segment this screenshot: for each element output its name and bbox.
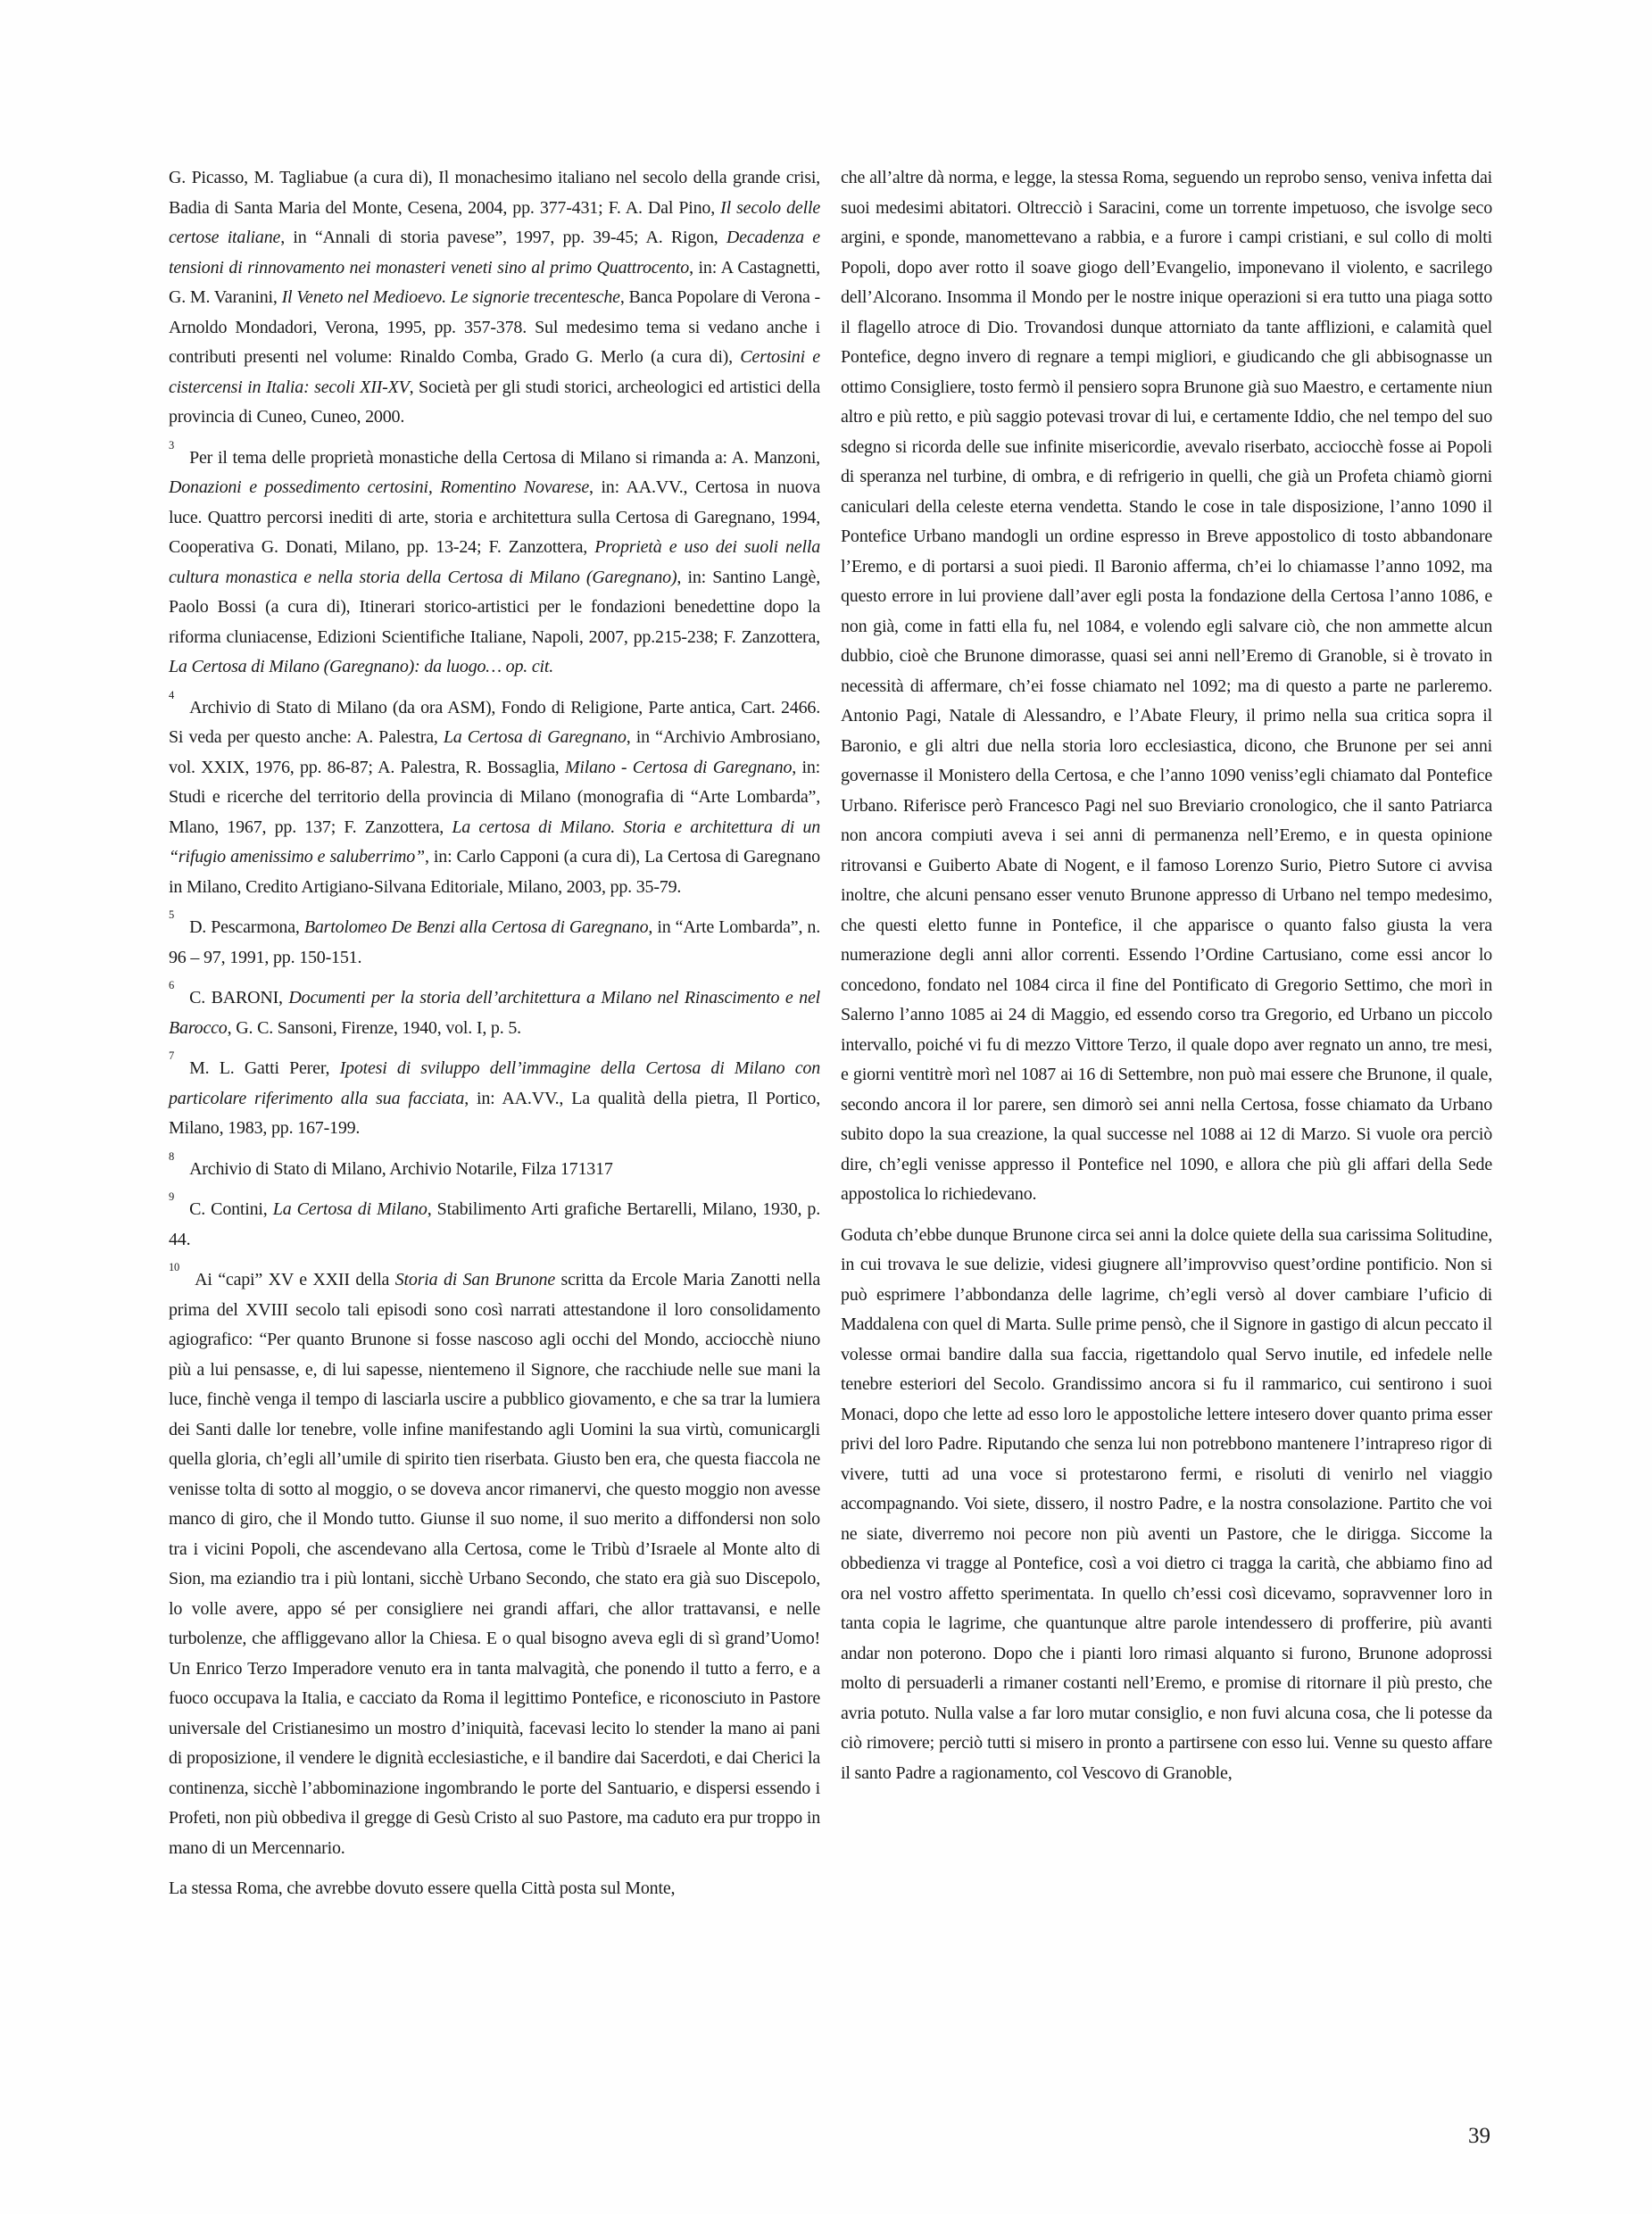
text-run: Archivio di Stato di Milano (da ora ASM), Fondo di Religione, Parte antica, Cart. 2466. Si veda per questo anche: A. Palestra, xyxy=(169,697,820,747)
italic-citation: Storia di San Brunone xyxy=(394,1270,556,1289)
italic-citation: Il secolo delle certose italiane xyxy=(169,197,820,247)
footnote-number: 7 xyxy=(169,1049,175,1063)
page-number: 39 xyxy=(1468,2124,1490,2148)
footnote-5 xyxy=(169,908,820,973)
text-run: , in: Santino Langè, Paolo Bossi (a cura di), Itinerari storico-artistici per le fondazioni benedettine dopo la riforma cluniacense, Edizioni Scientifiche Italiane, Napoli, 2007, pp.215-238; F. Zanzottera, xyxy=(169,567,820,647)
text-run: scritta da Ercole Maria Zanotti nella prima del XVIII secolo tali episodi sono così narrati attestandone il loro consolidamento agiografico: “Per quanto Brunone si fosse nascoso agli occhi del Mondo, acciocchè niuno più a lui pensasse, e, di lui sapesse, nientemeno il Signore, che racchiude nelle sue mani la luce, finchè venga il tempo di lasciarla uscire a pubblico giovamento, e che sa trar la lumiera dei Santi dalle lor tenebre, volle infine manifestando agli Uomini la sua virtù, comunicargli quella gloria, ch’egli all’umile di spirito tien riserbata. Giusto ben era, che questa fiaccola ne venisse tolta di sotto al moggio, o se doveva ancor rimanervi, che questo moggio non avesse manco di giro, che il Mondo tutto. Giunse il suo nome, il suo merito a diffondersi non solo tra i vicini Popoli, che ascendevano alla Certosa, come le Tribù d’Israele al Monte alto di Sion, ma eziandio tra i più lontani, sicchè Urbano Secondo, che stato era già suo Discepolo, lo volle avere, appo sé per consigliere nei grandi affari, che allor trattavansi, e nelle turbolenze, che affliggevano allor la Chiesa. E o qual bisogno aveva egli di sì grand’Uomo! Un Enrico Terzo Imperadore venuto era in tanta malvagità, che ponendo il tutto a ferro, e a fuoco occupava la Italia, e cacciato da Roma il legittimo Pontefice, e riconosciuto in Pastore universale del Cristianesimo un mostro d’iniquità, facevasi lecito lo stender la mano ai pani di proposizione, il vendere le dignità ecclesiastiche, e il bandire dai Sacerdoti, e dai Cherici la continenza, sicchè l’abbominazione ingombrando le porte del Santuario, e dispersi essendo i Profeti, non più obbediva il gregge di Gesù Cristo al suo Pastore, ma caduto era pur troppo in mano di un Mercennario. xyxy=(169,1270,821,1858)
text-run: C. Contini, xyxy=(189,1199,273,1219)
text-run: , Banca Popolare di Verona - Arnoldo Mondadori, Verona, 1995, pp. 357-378. Sul medesimo tema si vedano anche i contributi presenti nel volume: Rinaldo Comba, Grado G. Merlo (a cura di), xyxy=(169,287,821,367)
italic-citation: La Certosa di Garegnano xyxy=(443,727,627,747)
italic-citation: Milano - Certosa di Garegnano xyxy=(564,757,793,777)
footnote-8 xyxy=(169,1149,820,1185)
left-text-column xyxy=(169,163,820,1904)
text-run: M. L. Gatti Perer, xyxy=(189,1058,340,1078)
italic-citation: Documenti per la storia dell’architettura a Milano nel Rinascimento e nel Barocco xyxy=(169,988,821,1038)
text-run: , Stabilimento Arti grafiche Bertarelli, Milano, 1930, p. 44. xyxy=(169,1199,821,1249)
footnote-2-continuation xyxy=(169,163,820,433)
italic-citation: Donazioni e possedimento certosini, Romentino Novarese xyxy=(169,477,589,497)
text-run: , in: A Castagnetti, G. M. Varanini, xyxy=(169,257,820,307)
footnote-3 xyxy=(169,438,820,683)
text-run: Archivio di Stato di Milano, Archivio Notarile, Filza 171317 xyxy=(189,1158,613,1179)
text-run: Per il tema delle proprietà monastiche della Certosa di Milano si rimanda a: A. Manzoni, xyxy=(189,447,820,468)
text-run: D. Pescarmona, xyxy=(189,917,304,937)
text-run: Ai “capi” XV e XXII della xyxy=(195,1270,395,1289)
body-paragraph-continuation xyxy=(841,163,1492,1210)
body-paragraph-goduta xyxy=(841,1221,1492,1789)
footnote-9 xyxy=(169,1190,821,1255)
italic-citation: La certosa di Milano. Storia e architettura di un “rifugio amenissimo e saluberrimo” xyxy=(169,817,820,867)
footnote-number: 10 xyxy=(169,1261,180,1274)
footnote-number: 9 xyxy=(169,1190,175,1204)
text-run: che all’altre dà norma, e legge, la stessa Roma, seguendo un reprobo senso, veniva infetta dai suoi medesimi abitatori. Oltrecciò i Saracini, come un torrente impetuoso, che isvolge seco argini, e sponde, manomettevano a rabbia, e a furore i campi cristiani, e sul collo di molti Popoli, dopo aver rotto il soave giogo dell’Evangelio, imponevano il violento, e sacrilego dell’Alcorano. Insomma il Mondo per le nostre inique operazioni si era tutto una piaga sotto il flagello atroce di Dio. Trovandosi dunque attorniato da tante afflizioni, e calamità quel Pontefice, degno invero di regnare a tempi migliori, e giudicando che gli abbisognasse un ottimo Consigliere, tosto fermò il pensiero sopra Brunone già suo Maestro, e certamente niun altro e più retto, e più saggio potevasi trovar di lui, e certamente Iddio, che nel tempo del suo sdegno si ricorda delle sue infinite misericordie, avevalo riserbato, acciocchè fosse ai Popoli di speranza nel turbine, di ombra, e di refrigerio in quelli, che già un Profeta chiamò giorni caniculari della celeste eterna vendetta. Stando le cose in tale disposizione, l’anno 1090 il Pontefice Urbano mandogli un ordine espresso in Breve appostolico di tosto abbandonare l’Eremo, e di portarsi a suoi piedi. Il Baronio afferma, ch’ei lo chiamasse l’anno 1092, ma questo errore in lui proviene dall’aver egli posta la fondazione della Certosa l’anno 1086, e non già, come in fatti ella fu, nel 1084, e volendo egli salvare ciò, che non ammette alcun dubbio, cioè che Brunone dimorasse, quasi sei anni nell’Eremo di Granoble, si è trovato in necessità di affermare, ch’ei fosse chiamato nel 1092; ma di questo a parte ne parleremo. Antonio Pagi, Natale di Alessandro, e l’Abate Fleury, il primo nella sua critica sopra il Baronio, e gli altri due nella storia loro ecclesiastica, dicono, che Brunone per sei anni governasse il Monistero della Certosa, e che l’anno 1090 veniss’egli chiamato dal Pontefice Urbano. Riferisce però Francesco Pagi nel suo Breviario cronologico, che il santo Patriarca non ancora compiuti aveva i sei anni di permanenza nell’Eremo, e in questa opinione ritrovansi e Guiberto Abate di Nogent, e il famoso Lorenzo Surio, Pietro Sutore ci avvisa inoltre, che alcuni pensano esser venuto Brunone appresso di Urbano nel tempo medesimo, che questi eletto funne in Pontefice, il che apparisce o quanto falso giusta la vera numerazione degli anni allor correnti. Essendo l’Ordine Cartusiano, come essi ancor lo concedono, fondato nel 1084 circa il fine del Pontificato di Gregorio Settimo, che morì in Salerno l’anno 1085 ai 24 di Maggio, ed essendo corso tra Gregorio, ed Urbano un piccolo intervallo, poiché vi fu di mezzo Vittore Terzo, il quale dopo aver regnato un anno, tre mesi, e giorni ventitrè morì nel 1087 ai 16 di Settembre, non può mai essere che Brunone, il quale, secondo ancora il lor parere, sen dimorò sei anni nella Certosa, fosse chiamato da Urbano subito dopo la sua creazione, la qual successe nel 1088 ai 12 di Marzo. Si vuole ora perciò dire, ch’egli venisse appresso il Pontefice nel 1090, e allora che più gli affari della Sede appostolica lo richiedevano. xyxy=(841,168,1492,1204)
footnote-number: 6 xyxy=(169,979,175,992)
text-run: , in: Carlo Capponi (a cura di), La Certosa di Garegnano in Milano, Credito Artigiano-Silvana Editoriale, Milano, 2003, pp. 35-79. xyxy=(169,847,820,897)
footnote-6 xyxy=(169,979,821,1043)
footnote-number: 8 xyxy=(169,1149,175,1163)
italic-citation: Il Veneto nel Medioevo. Le signorie trecentesche xyxy=(281,287,620,307)
footnote-number: 5 xyxy=(169,908,175,922)
right-text-column xyxy=(841,163,1492,1788)
text-run: La stessa Roma, che avrebbe dovuto essere quella Città posta sul Monte, xyxy=(169,1878,676,1898)
text-run: , in: AA.VV., La qualità della pietra, Il Portico, Milano, 1983, pp. 167-199. xyxy=(169,1088,820,1138)
text-run: , in: AA.VV., Certosa in nuova luce. Quattro percorsi inediti di arte, storia e architettura sulla Certosa di Garegnano, 1994, Cooperativa G. Donati, Milano, pp. 13-24; F. Zanzottera, xyxy=(169,477,820,557)
text-run: , Società per gli studi storici, archeologici ed artistici della provincia di Cuneo, Cuneo, 2000. xyxy=(169,377,820,427)
footnote-10 xyxy=(169,1261,821,1863)
text-run: , in “Arte Lombarda”, n. 96 – 97, 1991, pp. 150-151. xyxy=(169,917,820,967)
text-run: , G. C. Sansoni, Firenze, 1940, vol. I, p. 5. xyxy=(227,1017,521,1038)
italic-citation: Bartolomeo De Benzi alla Certosa di Garegnano xyxy=(303,917,649,937)
italic-citation: La Certosa di Milano xyxy=(272,1199,428,1219)
footnote-4 xyxy=(169,688,820,903)
footnote-number: 3 xyxy=(169,438,175,452)
text-run: , in “Archivio Ambrosiano, vol. XXIX, 1976, pp. 86-87; A. Palestra, R. Bossaglia, xyxy=(169,727,820,777)
italic-citation: Proprietà e uso dei suoli nella cultura monastica e nella storia della Certosa di Milano (Garegnano) xyxy=(169,537,820,587)
italic-citation: Ipotesi di sviluppo dell’immagine della Certosa di Milano con particolare riferimento alla sua facciata xyxy=(169,1058,820,1108)
text-run: Goduta ch’ebbe dunque Brunone circa sei anni la dolce quiete della sua carissima Solitudine, in cui trovava le sue delizie, videsi giugnere all’improvviso quest’ordine pontificio. Non si può esprimere l’abbondanza delle lagrime, ch’egli versò al dover cambiare l’uficio di Maddalena con quel di Marta. Sulle prime pensò, che il Signore in gastigo di alcun peccato il volesse ormai bandire dalla sua faccia, rigettandolo qual Servo inutile, ed infedele nelle tenebre esteriori del Secolo. Grandissimo ancora si fu il rammarico, cui sentirono i suoi Monaci, dopo che lette ad esso loro le appostoliche lettere intesero dover quanto prima esser privi del loro Padre. Riputando che senza lui non potrebbono mantenere l’intrapreso rigor di vivere, tutti ad una voce si protestarono fermi, e risoluti di venirlo nel viaggio accompagnando. Voi siete, dissero, il nostro Padre, e la nostra consolazione. Partito che voi ne siate, diverremo noi pecore non più aventi un Pastore, che le dirigga. Siccome la obbedienza vi tragge al Pontefice, così a voi dietro ci tragga la carità, che abbiamo fino ad ora nel vostro affetto sperimentata. In quello ch’essi così dicevamo, sopravvenner loro in tanta copia le lagrime, che quantunque altre parole intendessero di profferire, più avanti andar non poterono. Dopo che i pianti loro rimasi alquanto si furono, Brunone adoprossi molto di persuaderli a rimaner costanti nell’Eremo, e promise di ritornare il più presto, che avria potuto. Nulla valse a far loro mutar consiglio, e non fuvi alcuna cosa, che li potesse da ciò rimovere; perciò tutti si misero in pronto a partirsene con esso lui. Venne su questo affare il santo Padre a ragionamento, col Vescovo di Granoble, xyxy=(841,1224,1492,1783)
text-run: , in: Studi e ricerche del territorio della provincia di Milano (monografia di “Arte Lombarda”, Mlano, 1967, pp. 137; F. Zanzottera, xyxy=(169,757,820,837)
italic-citation: La Certosa di Milano (Garegnano): da luogo… op. cit. xyxy=(169,657,554,676)
text-run: , in “Annali di storia pavese”, 1997, pp. 39-45; A. Rigon, xyxy=(280,228,726,247)
footnote-number: 4 xyxy=(169,688,175,701)
text-run: G. Picasso, M. Tagliabue (a cura di), Il monachesimo italiano nel secolo della grande crisi, Badia di Santa Maria del Monte, Cesena, 2004, pp. 377-431; F. A. Dal Pino, xyxy=(169,168,820,218)
italic-citation: Certosini e cistercensi in Italia: secoli XII-XV xyxy=(169,347,820,397)
body-paragraph-start xyxy=(169,1874,820,1904)
footnote-7 xyxy=(169,1049,820,1144)
italic-citation: Decadenza e tensioni di rinnovamento nei monasteri veneti sino al primo Quattrocento xyxy=(169,228,820,278)
text-run: C. BARONI, xyxy=(189,988,289,1007)
